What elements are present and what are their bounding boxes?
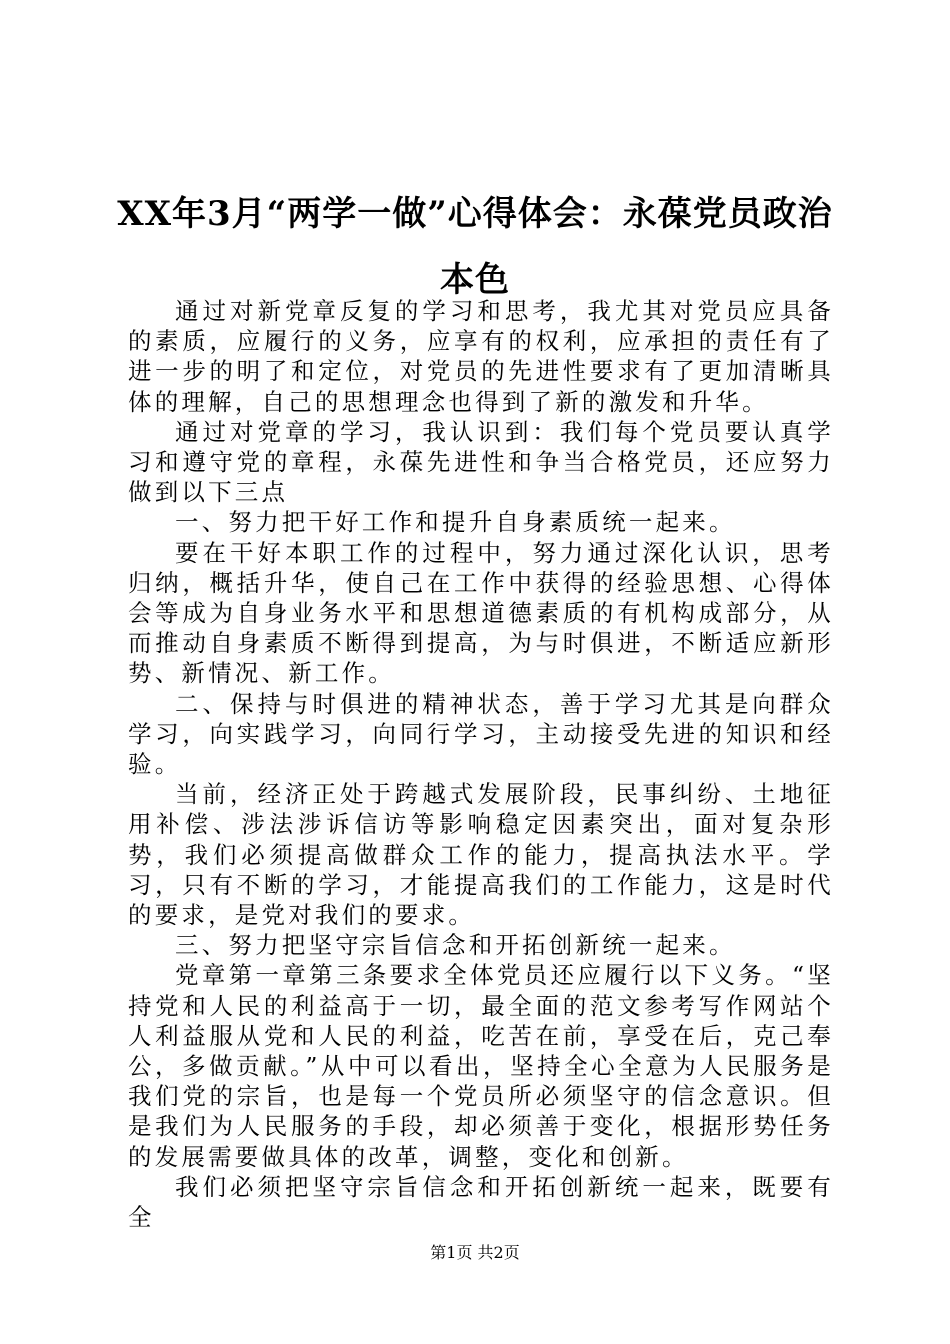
paragraph: 党章第一章第三条要求全体党员还应履行以下义务。“坚持党和人民的利益高于一切，最全面的范文参考写作网站个人利益服从党和人民的利益，吃苦在前，享受在后，克己奉公，多做贡献。”从中可以看出，坚持全心全意为人民服务是我们党的宗旨，也是每一个党员所必须坚守的信念意识。但是我们为人民服务的手段，却必须善于变化，根据形势任务的发展需要做具体的改革，调整，变化和创新。 [128,961,834,1171]
section-heading-1: 一、努力把干好工作和提升自身素质统一起来。 [175,508,736,537]
page-number-footer: 第1页 共2页 [430,1243,520,1262]
paragraph: 要在干好本职工作的过程中，努力通过深化认识，思考归纳，概括升华，使自己在工作中获得的经验思想、心得体会等成为自身业务水平和思想道德素质的有机构成部分，从而推动自身素质不断得到提高，为与时俱进，不断适应新形势、新情况、新工作。 [128,538,834,688]
paragraph: 当前，经济正处于跨越式发展阶段，民事纠纷、土地征用补偿、涉法涉诉信访等影响稳定因素突出，面对复杂形势，我们必须提高做群众工作的能力，提高执法水平。学习，只有不断的学习，才能提高我们的工作能力，这是时代的要求，是党对我们的要求。 [128,780,834,930]
section-heading-3: 三、努力把坚守宗旨信念和开拓创新统一起来。 [175,931,736,960]
paragraph: 通过对新党章反复的学习和思考，我尤其对党员应具备的素质，应履行的义务，应享有的权利，应承担的责任有了进一步的明了和定位，对党员的先进性要求有了更加清晰具体的理解，自己的思想理念也得到了新的激发和升华。 [128,297,834,416]
paragraph: 通过对党章的学习，我认识到：我们每个党员要认真学习和遵守党的章程，永葆先进性和争当合格党员，还应努力做到以下三点 [128,417,834,507]
document-title: XX年3月“两学一做”心得体会：永葆党员政治本色 [117,193,833,300]
paragraph: 我们必须把坚守宗旨信念和开拓创新统一起来，既要有全 [128,1172,834,1232]
document-body [128,296,834,1232]
section-heading-2: 二、保持与时俱进的精神状态，善于学习尤其是向群众学习，向实践学习，向同行学习，主动接受先进的知识和经验。 [128,689,834,779]
